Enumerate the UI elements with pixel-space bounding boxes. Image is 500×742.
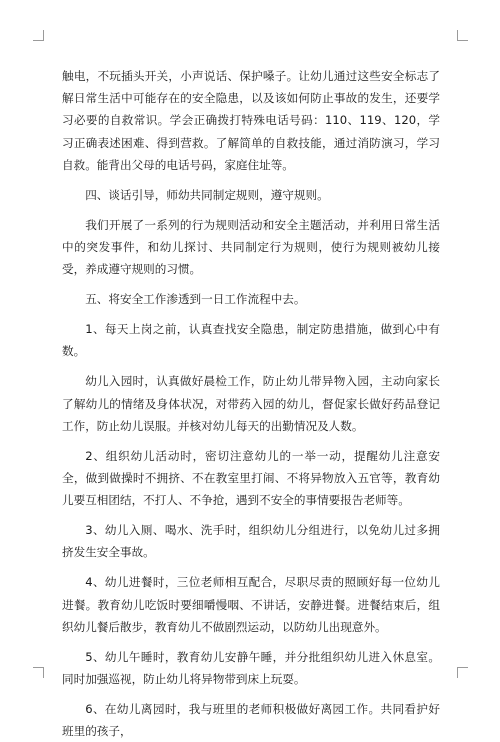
crop-mark-top-right	[457, 30, 468, 41]
paragraph-morning-check: 幼儿入园时，认真做好晨检工作，防止幼儿带异物入园，主动向家长了解幼儿的情绪及身体状况，对带药入园的幼儿，督促家长做好药品登记工作，防止幼儿误服。并核对幼儿每天的出勤情况及人数。	[62, 374, 440, 433]
paragraph-safety-signs: 触电，不玩插头开关，小声说话、保护嗓子。让幼儿通过这些安全标志了解日常生活中可能存在的安全隐患，以及该如何防止事故的发生，还要学习必要的自救常识。学会正确拨打特殊电话号码：110、119、120，学习正确表述困难、得到营救。了解简单的自救技能，通过消防演习，学习自救。能背出父母的电话号码，家庭住址等。	[62, 69, 440, 172]
paragraph-item-4: 4、幼儿进餐时，三位老师相互配合，尽职尽责的照顾好每一位幼儿进餐。教育幼儿吃饭时要细嚼慢咽、不讲话，安静进餐。进餐结束后，组织幼儿餐后散步，教育幼儿不做剧烈运动，以防幼儿出现意外。	[62, 575, 440, 634]
crop-mark-bottom-left	[33, 667, 44, 678]
paragraph-item-1: 1、每天上岗之前，认真查找安全隐患，制定防患措施，做到心中有数。	[62, 322, 440, 359]
paragraph-item-2: 2、组织幼儿活动时，密切注意幼儿的一举一动，提醒幼儿注意安全，做到做操时不拥挤、不在教室里打闹、不将异物放入五官等，教育幼儿要互相团结，不打人、不争抢，遇到不安全的事情要报告老师等。	[62, 448, 440, 508]
paragraph-item-5: 5、幼儿午睡时，教育幼儿安静午睡，并分批组织幼儿进入休息室。同时加强巡视，防止幼儿将异物带到床上玩耍。	[62, 649, 440, 687]
crop-mark-top-left	[33, 30, 44, 41]
paragraph-item-6: 6、在幼儿离园时，我与班里的老师积极做好离园工作。共同看护好班里的孩子，	[62, 702, 440, 739]
heading-section-four: 四、谈话引导，师幼共同制定规则，遵守规则。	[85, 187, 329, 202]
paragraph-item-3: 3、幼儿入厕、喝水、洗手时，组织幼儿分组进行，以免幼儿过多拥挤发生安全事故。	[62, 523, 440, 560]
paragraph-rules-activities: 我们开展了一系列的行为规则活动和安全主题活动，并利用日常生活中的突发事件，和幼儿探讨、共同制定行为规则，使行为规则被幼儿接受，养成遵守规则的习惯。	[62, 217, 440, 277]
crop-mark-bottom-right	[457, 667, 468, 678]
document-body	[62, 65, 440, 742]
heading-section-five: 五、将安全工作渗透到一日工作流程中去。	[85, 292, 306, 307]
